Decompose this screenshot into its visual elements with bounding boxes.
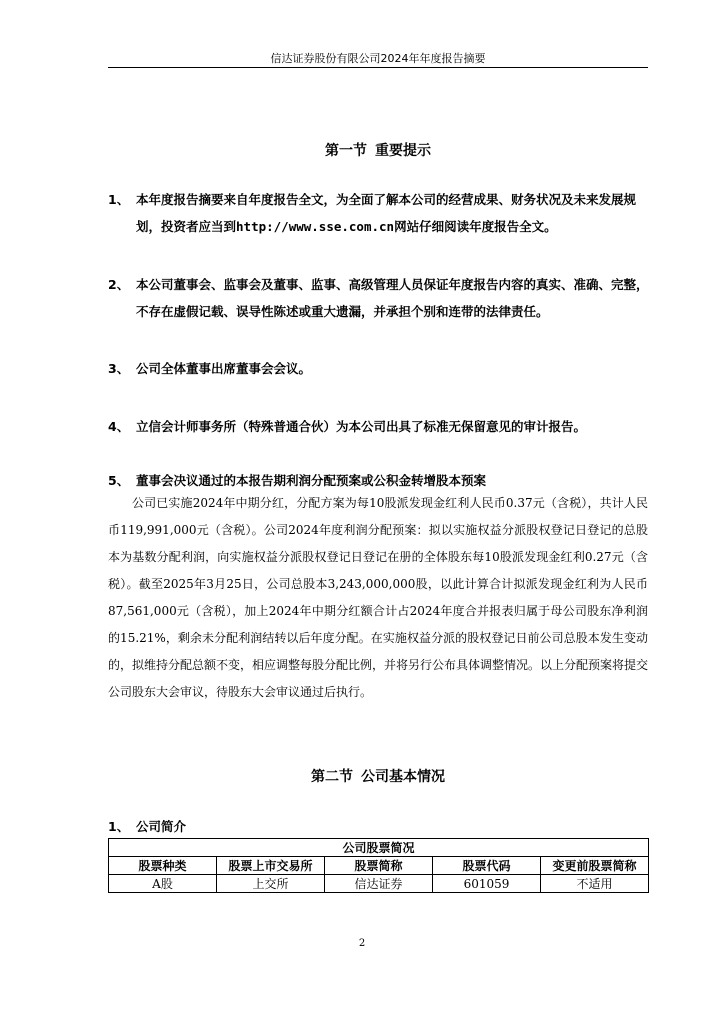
table-cell: 601059 <box>433 875 541 893</box>
item-number: 5、 <box>108 473 130 488</box>
item-text: 公司简介 <box>136 819 187 834</box>
notice-item-1 <box>108 186 653 240</box>
item-number: 2、 <box>108 277 130 292</box>
table-cell: 信达证券 <box>325 875 433 893</box>
item-number: 1、 <box>108 192 130 207</box>
section1-heading: 重要提示 <box>375 143 431 159</box>
table-header: 股票上市交易所 <box>217 857 325 875</box>
table-caption: 公司股票简况 <box>109 839 649 857</box>
section2-heading: 公司基本情况 <box>361 769 445 785</box>
item-number: 3、 <box>108 361 130 376</box>
notice-item-4 <box>108 413 653 440</box>
section1-title <box>108 140 648 160</box>
item-text: 本年度报告摘要来自年度报告全文，为全面了解本公司的经营成果、财务状况及未来发展规划，投资者应当到http://www.sse.com.cn网站仔细阅读年度报告全文。 <box>136 192 637 234</box>
item-number: 4、 <box>108 419 130 434</box>
page-number: 2 <box>358 938 366 949</box>
stock-profile-table <box>108 838 649 893</box>
item-text: 本公司董事会、监事会及董事、监事、高级管理人员保证年度报告内容的真实、准确、完整，不存在虚假记载、误导性陈述或重大遗漏，并承担个别和连带的法律责任。 <box>136 277 649 319</box>
header-rule <box>108 67 648 68</box>
section1-number: 第一节 <box>325 143 367 159</box>
sse-link[interactable]: http://www.sse.com.cn <box>236 219 395 234</box>
table-header: 股票简称 <box>325 857 433 875</box>
item-number: 1、 <box>108 819 130 834</box>
section2-title <box>108 766 648 786</box>
table-header: 变更前股票简称 <box>541 857 649 875</box>
company-profile-heading <box>108 817 186 835</box>
table-header-row <box>109 857 649 875</box>
item-text: 公司全体董事出席董事会会议。 <box>136 361 312 376</box>
dividend-paragraph: 公司已实施2024年中期分红，分配方案为每10股派发现金红利人民币0.37元（含税），共计人民币119,991,000元（含税）。公司2024年度利润分配预案：拟以实施权益分派股权登记日登记的总股本为基数分配利润，向实施权益分派股权登记日登记在册的全体股东每10股派发现金红利0.27元（含税）。截至2025年3月25日，公司总股本3,243,000,000股，以此计算合计拟派发现金红利为人民币87,561,000元（含税），加上2024年中期分红额合计占2024年度合并报表归属于母公司股东净利润的15.21%，剩余未分配利润结转以后年度分配。在实施权益分派的股权登记日前公司总股本发生变动的，拟维持分配总额不变，相应调整每股分配比例，并将另行公布具体调整情况。以上分配预案将提交公司股东大会审议，待股东大会审议通过后执行。 <box>108 496 649 699</box>
table-row <box>109 875 649 893</box>
notice-item-2 <box>108 271 653 325</box>
item-text: 立信会计师事务所（特殊普通合伙）为本公司出具了标准无保留意见的审计报告。 <box>136 419 587 434</box>
table-header: 股票代码 <box>433 857 541 875</box>
table-header: 股票种类 <box>109 857 217 875</box>
table-cell: A股 <box>109 875 217 893</box>
table-cell: 不适用 <box>541 875 649 893</box>
section2-number: 第二节 <box>311 769 353 785</box>
table-cell: 上交所 <box>217 875 325 893</box>
running-header: 信达证券股份有限公司2024年年度报告摘要 <box>270 52 486 65</box>
notice-item-3 <box>108 355 653 382</box>
item-text: 董事会决议通过的本报告期利润分配预案或公积金转增股本预案 <box>136 473 487 488</box>
